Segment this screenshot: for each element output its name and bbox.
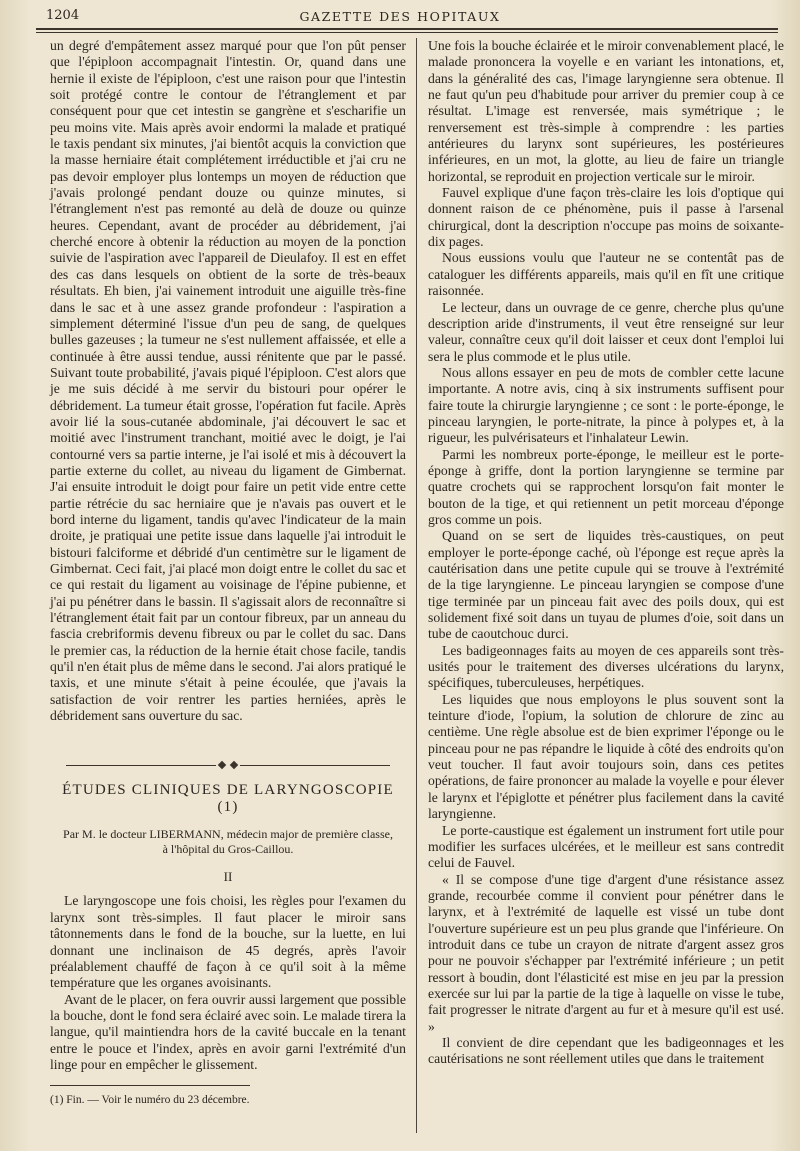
paragraph: Les badigeonnages faits au moyen de ces appareils sont très-usités pour le traitement des diverses ulcérations du larynx, spécifiques, tuberculeuses, herpétiques.	[428, 642, 784, 691]
header-rule	[36, 28, 778, 30]
footnote-rule	[50, 1085, 250, 1086]
paragraph: Parmi les nombreux porte-éponge, le meilleur est le porte-éponge à griffe, dont la portion laryngienne se termine par quatre crochets qui se rapprochent lorsqu'on fait monter le bouton de la tige, et qui retiennent un petit morceau d'éponge gros comme un pois.	[428, 446, 784, 527]
paragraph: Le lecteur, dans un ouvrage de ce genre, cherche plus qu'une description aride d'instruments, il veut être renseigné sur leur valeur, connaître ceux qu'il doit laisser et ceux dont l'emploi lui sera le plus commode et le plus utile.	[428, 299, 784, 364]
byline-place: à l'hôpital du Gros-Caillou.	[162, 842, 294, 857]
paragraph: Il convient de dire cependant que les badigeonnages et les cautérisations ne sont réellement utiles que dans le traitement	[428, 1034, 784, 1067]
paragraph: Nous allons essayer en peu de mots de combler cette lacune importante. A notre avis, cinq à six instruments suffisent pour faire toute la chirurgie laryngienne ; ce sont : le porte-éponge, le pinceau laryngien, le porte-nitrate, la pince à polypes et, à la rigueur, les pulvérisateurs et l'inhalateur Lewin.	[428, 364, 784, 446]
paragraph: Nous eussions voulu que l'auteur ne se contentât pas de cataloguer les différents appareils, mais qu'il en fît une critique raisonnée.	[428, 250, 784, 299]
paragraph: Fauvel explique d'une façon très-claire les lois d'optique qui donnent raison de ce phénomène, puis il passe à l'arsenal chirurgical, dont la description n'occupe pas moins de soixante-dix pages.	[428, 185, 784, 250]
paragraph: Avant de le placer, on fera ouvrir aussi largement que possible la bouche, dont le fond sera éclairé avec soin. Le malade tirera la langue, qu'il maintiendra hors de la cavité buccale en la tenant entre le pouce et l'index, après en avoir garni l'extrémité d'un linge pour en empêcher le glissement.	[50, 991, 406, 1072]
header-rule-thin	[36, 32, 778, 33]
byline-author: Par M. le docteur LIBERMANN, médecin major de première classe,	[63, 827, 393, 842]
paragraph: Une fois la bouche éclairée et le miroir convenablement placé, le malade prononcera la voyelle e en variant les intonations, et, dans la généralité des cas, l'image laryngienne sera obtenue. Il ne faut qu'un peu d'habitude pour arriver du premier coup à ce résultat. L'image est renversée, mais symétrique ; le renversement est très-simple à comprendre : les parties antérieures du larynx sont supérieures, les postérieures inférieures, en un mot, la glotte, au lieu de faire un triangle horizontal, se reproduit en projection verticale sur le miroir.	[428, 38, 784, 184]
right-column	[428, 38, 784, 1068]
section-number: II	[223, 869, 233, 885]
paragraph: un degré d'empâtement assez marqué pour que l'on pût penser que l'épiploon accompagnait l'intestin. Or, quand dans une hernie il existe de l'épiploon, c'est une raison pour que l'intestin soit protégé contre le contour de l'étranglement et par conséquent pour que cet intestin se gangrène et s'escharifie un peu moins vite. Mais après avoir endormi la malade et pratiqué le taxis pendant six minutes, j'ai bientôt acquis la conviction que la masse herniaire était complétement irréductible et j'ai cru ne pas devoir employer plus lontemps un moyen de réduction que j'avais prolongé pendant douze ou quinze minutes, si l'étranglement n'est pas remonté au delà de douze ou quinze heures. Cependant, avant de procéder au débridement, j'ai cherché encore à obtenir la réduction au moyen de la ponction suivie de l'aspiration avec l'appareil de Dieulafoy. Il est en effet des cas dans lesquels on obtient de la sorte de très-beaux résultats. Eh bien, j'ai vainement introduit une aiguille très-fine dans le sac et à une assez grande profondeur : l'aspiration a simplement déterminé l'issue d'un peu de sang, de quelques bulles gazeuses ; la tumeur ne s'est nullement affaissée, et elle a continuée à être aussi tendue, aussi rénitente que par le passé. Suivant toute probabilité, j'avais piqué l'épiploon. C'est alors que je me suis décidé à me servir du bistouri pour opérer le débridement. La tumeur était grosse, l'opération fut facile. Après avoir lié la sous-cutanée abdominale, j'ai découvert le sac et moitié avec l'instrument tranchant, moitié avec le doigt, je l'ai contourné vers sa partie interne, je l'ai isolé et mis à découvert la partie externe du collet, au niveau du ligament de Gimbernat. J'ai ensuite introduit le doigt pour faire un petit vide entre cette partie rétrécie du sac herniaire que je n'avais pas ouvert et le bord interne du ligament, tandis qu'avec l'indicateur de la main droite, je pratiquai une petite issue dans laquelle j'ai introduit le bistouri falciforme et débridé d'un centimètre sur le ligament de Gimbernat. Ceci fait, j'ai placé mon doigt entre le collet du sac et ce qui restait du ligament au voisinage de l'épine pubienne, et j'ai pu pénétrer dans le bassin. Il s'agissait alors de reconnaître si l'étranglement était fait par un contour fibreux, par un anneau du fascia crebriformis devenu fibreux ou par le collet du sac. Dans le premier cas, la réduction de la hernie était chose facile, tandis qu'il n'en était plus de même dans le second. J'ai alors pratiqué le taxis, et une minute s'était à peine écoulée, que j'avais la satisfaction de voir rentrer les parties herniées, après le débridement sans ouverture du sac.	[50, 38, 406, 724]
paragraph: Le laryngoscope une fois choisi, les règles pour l'examen du larynx sont très-simples. Il faut placer le miroir sans tâtonnements dans le fond de la bouche, sur la luette, en lui donnant une inclinaison de 45 degrés, après l'avoir préalablement chauffé de façon à ce qu'il soit à la même température que les organes avoisinants.	[50, 893, 406, 991]
section-ornament	[50, 756, 406, 766]
page-header	[36, 4, 764, 26]
byline	[50, 827, 406, 857]
left-column	[50, 38, 406, 1109]
paragraph: Les liquides que nous employons le plus souvent sont la teinture d'iode, l'opium, la solution de chlorure de zinc au centième. Une règle absolue est de bien exprimer l'éponge ou le pinceau pour ne pas répandre le liquide à côté des endroits qu'on veut toucher. Il faut avoir toujours soin, dans ces petites opérations, de faire prononcer au malade la voyelle e pour élever le larynx et l'épiglotte et pénétrer plus facilement dans la cavité laryngienne.	[428, 691, 784, 822]
running-title: GAZETTE DES HOPITAUX	[299, 9, 501, 24]
paragraph: Le porte-caustique est également un instrument fort utile pour modifier les surfaces ulcérées, et le meilleur est sans contredit celui de Fauvel.	[428, 822, 784, 871]
column-divider	[416, 38, 417, 1133]
page-number: 1204	[46, 8, 80, 23]
paragraph: Quand on se sert de liquides très-caustiques, on peut employer le porte-éponge caché, où l'éponge est reçue après la cautérisation dans une petite cupule qui se trouve à l'extrémité de la tige laryngienne. Le pinceau laryngien se compose d'une tige terminée par un pinceau fait avec des poils doux, qui est solidement fixé soit dans un tuyau de plumes d'oie, soit dans un tube de caoutchouc durci.	[428, 528, 784, 642]
footnote: (1) Fin. — Voir le numéro du 23 décembre.	[50, 1094, 250, 1107]
section-title: ÉTUDES CLINIQUES DE LARYNGOSCOPIE (1)	[62, 782, 394, 815]
paragraph: « Il se compose d'une tige d'argent d'une résistance assez grande, recourbée comme il convient pour pénétrer dans le larynx, et à l'extrémité de laquelle est vissé un tube dont l'ouverture supérieure est un peu plus grande que l'inférieure. On introduit dans ce tube un crayon de nitrate d'argent assez gros pour ne pouvoir s'échapper par l'extrémité inférieure ; un petit ressort à boudin, dont l'élasticité est mise en jeu par la pression exercée sur lui par la partie de la tige à laquelle on visse le tube, fait progresser le nitrate d'argent au fur et à mesure qu'il est usé. »	[428, 871, 784, 1034]
